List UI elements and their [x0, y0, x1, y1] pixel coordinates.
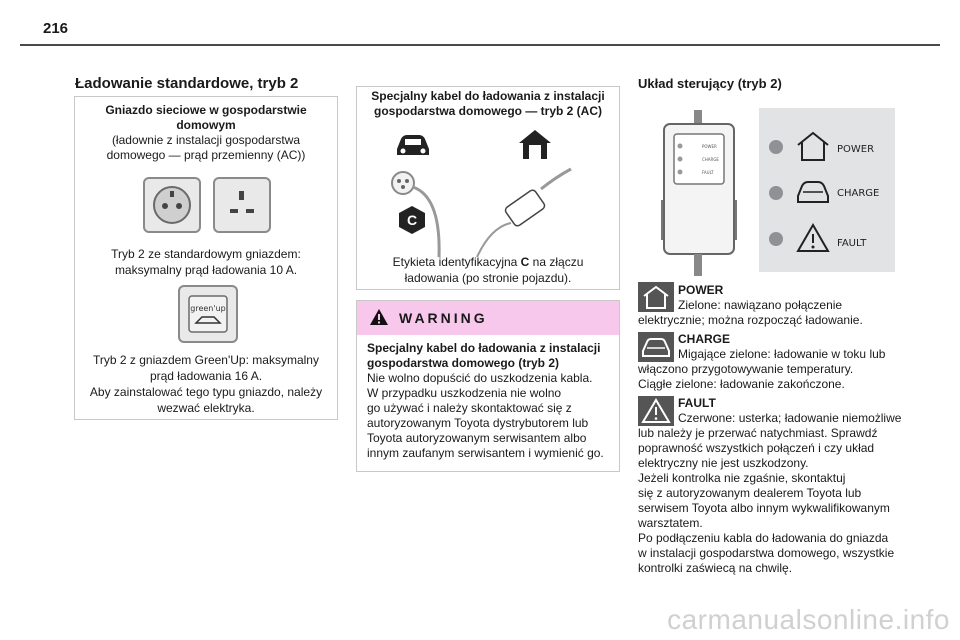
home-socket-box: [74, 96, 338, 420]
unit-power-label: POWER: [702, 144, 717, 149]
charge-description: [638, 332, 918, 392]
cable-caption-line2: ładowania (po stronie pojazdu).: [404, 271, 572, 285]
warning-line: W przypadku uszkodzenia nie wolno: [367, 386, 562, 400]
warning-line: autoryzowanym Toyota dystrybutorem lub: [367, 416, 589, 430]
page-number: 216: [43, 20, 69, 37]
c-label-icon: [397, 205, 427, 235]
greenup-socket-icon: [178, 285, 238, 343]
fault-description: [638, 396, 918, 576]
cable-caption-line1: Etykieta identyfikacyjna C na złączu: [392, 255, 584, 269]
indicator-charge-label: CHARGE: [837, 188, 880, 199]
power-line: elektrycznie; można rozpocząć ładowanie.: [638, 313, 863, 327]
warning-line: go używać i należy skontaktować się z: [367, 401, 572, 415]
indicator-dot: [769, 186, 783, 200]
unit-fault-label: FAULT: [702, 170, 714, 175]
warning-title: WARNING: [399, 310, 488, 326]
section-title: Ładowanie standardowe, tryb 2: [75, 75, 299, 92]
warning-heading-line2: gospodarstwa domowego (tryb 2): [367, 356, 560, 370]
fault-line: serwisem Toyota albo innym wykwalifikowanym: [638, 501, 890, 515]
indicator-power: [759, 128, 895, 168]
indicator-dot: [769, 140, 783, 154]
fault-triangle-icon: [795, 222, 831, 254]
warning-triangle-icon: [369, 308, 389, 326]
fault-line: się z autoryzowanym dealerem Toyota lub: [638, 486, 862, 500]
watermark: carmanualsonline.info: [667, 604, 950, 635]
charge-heading: CHARGE: [678, 332, 731, 346]
caption2-line1: Tryb 2 z gniazdem Green'Up: maksymalny: [93, 353, 319, 367]
header-rule: [20, 44, 940, 46]
cable-heading-line1: Specjalny kabel do ładowania z instalacji: [371, 89, 605, 103]
box-sub-line2: domowego — prąd przemienny (AC)): [106, 148, 306, 162]
cable-heading-line2: gospodarstwa domowego — tryb 2 (AC): [373, 104, 602, 118]
fault-line: kontrolki zaświecą na chwilę.: [638, 561, 793, 575]
warning-heading-line1: Specjalny kabel do ładowania z instalacji: [367, 341, 601, 355]
c-label-text: C: [406, 212, 418, 228]
control-unit-illustration: [658, 110, 740, 276]
warning-line: Nie wolno dopuścić do uszkodzenia kabla.: [367, 371, 593, 385]
fault-line: poprawność wszystkich połączeń i czy układ: [638, 441, 875, 455]
charge-line: włączono przygotowywanie temperatury.: [638, 362, 854, 376]
caption2-line2: prąd ładowania 16 A.: [149, 369, 263, 383]
caption2-line3: Aby zainstalować tego typu gniazdo, należy: [89, 385, 323, 399]
power-line: Zielone: nawiązano połączenie: [678, 298, 843, 312]
car-icon: [393, 129, 433, 159]
charge-line: Migające zielone: ładowanie w toku lub: [678, 347, 886, 361]
french-socket-icon: [143, 177, 201, 233]
indicator-panel: [759, 108, 895, 272]
unit-charge-label: CHARGE: [702, 157, 719, 162]
charge-line: Ciągłe zielone: ładowanie zakończone.: [638, 377, 845, 391]
greenup-label: green'up: [190, 304, 226, 313]
fault-line: Po podłączeniu kabla do ładowania do gniazda: [638, 531, 889, 545]
power-heading: POWER: [678, 283, 724, 297]
fault-line: warsztatem.: [638, 516, 703, 530]
power-house-icon: [795, 130, 831, 162]
fault-line: w instalacji gospodarstwa domowego, wszystkie: [638, 546, 895, 560]
indicator-fault-label: FAULT: [837, 238, 867, 249]
fault-line: Jeżeli kontrolka nie zgaśnie, skontaktuj: [638, 471, 846, 485]
caption2-line4: wezwać elektryka.: [157, 401, 255, 415]
warning-line: innym zaufanym serwisantem i wymienić go.: [367, 446, 604, 460]
fault-line: Czerwone: usterka; ładowanie niemożliwe: [678, 411, 902, 425]
indicator-charge: [759, 174, 895, 214]
power-description: [638, 283, 918, 328]
house-icon: [517, 127, 553, 161]
fault-line: elektryczny nie jest uszkodzony.: [638, 456, 809, 470]
caption1-line2: maksymalny prąd ładowania 10 A.: [114, 263, 298, 277]
caption1-line1: Tryb 2 ze standardowym gniazdem:: [111, 247, 301, 261]
warning-body: [367, 341, 615, 461]
box-heading-line2: domowym: [176, 118, 236, 132]
warning-box: [356, 300, 620, 472]
uk-socket-icon: [213, 177, 271, 233]
indicator-fault: [759, 220, 895, 260]
indicator-power-label: POWER: [837, 144, 875, 155]
warning-header: [357, 301, 619, 335]
fault-line: lub należy je przerwać natychmiast. Sprawdź: [638, 426, 878, 440]
cable-box: [356, 86, 620, 290]
control-unit-title: Układ sterujący (tryb 2): [638, 76, 782, 91]
indicator-dot: [769, 232, 783, 246]
box-heading-line1: Gniazdo sieciowe w gospodarstwie: [105, 103, 307, 117]
fault-heading: FAULT: [678, 396, 716, 410]
warning-line: Toyota autoryzowanym serwisantem albo: [367, 431, 587, 445]
box-sub-line1: (ładownie z instalacji gospodarstwa: [111, 133, 301, 147]
charge-car-icon: [795, 178, 831, 206]
